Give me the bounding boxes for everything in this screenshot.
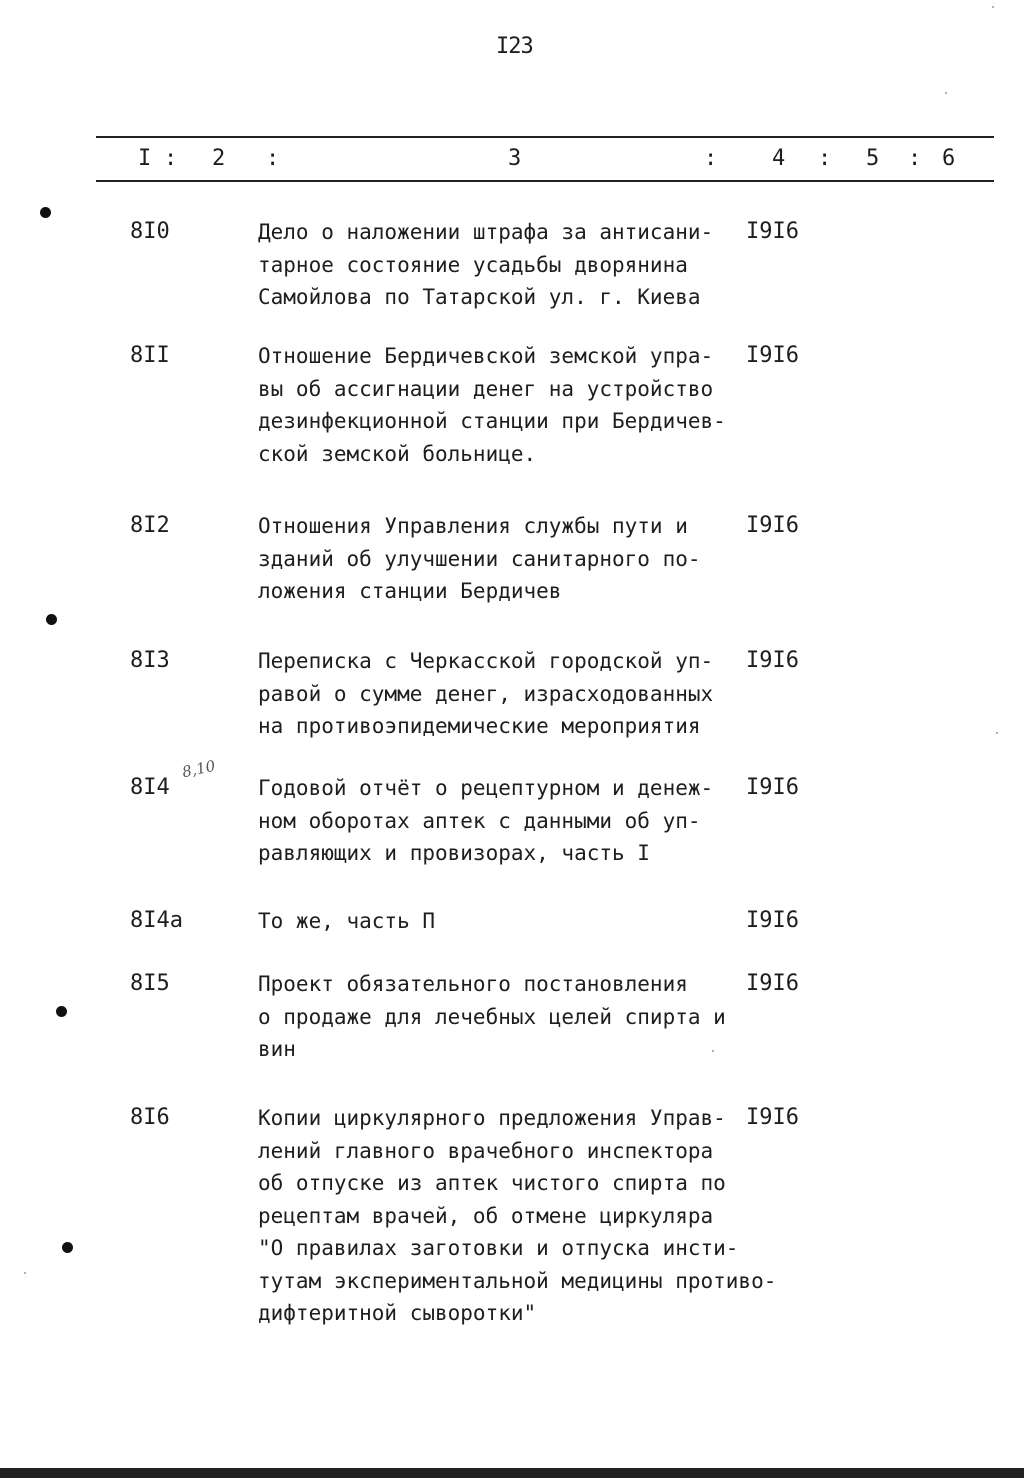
scan-speck	[996, 732, 998, 734]
description-line: лений главного врачебного инспектора	[258, 1138, 714, 1163]
entry-year: I9I6	[746, 908, 799, 933]
entry-number: 8I0	[130, 219, 170, 244]
description-line: Отношения Управления службы пути и	[258, 514, 688, 538]
description-line: рецептам врачей, об отмене циркуляра	[258, 1203, 714, 1228]
scan-speck	[945, 92, 947, 94]
description-line: об отпуске из аптек чистого спирта по	[258, 1171, 726, 1195]
description-line: о продаже для лечебных целей спирта и	[258, 1004, 726, 1029]
entry-year: I9I6	[746, 343, 799, 368]
column-separator: :	[908, 146, 922, 171]
scan-bottom-edge	[0, 1468, 1024, 1478]
description-line: дезинфекционной станции при Бердичев-	[258, 409, 726, 433]
description-line: "О правилах заготовки и отпуска инсти-	[258, 1236, 739, 1260]
entry-year: I9I6	[746, 775, 799, 800]
scan-speck	[24, 1272, 26, 1274]
entry-year: I9I6	[746, 219, 799, 244]
page-number: I23	[496, 34, 533, 59]
entry-number: 8I4	[130, 775, 170, 800]
entry-description	[258, 968, 738, 1066]
entry-year: I9I6	[746, 971, 799, 996]
entry-year: I9I6	[746, 1105, 799, 1130]
column-header-3: 3	[508, 146, 522, 171]
header-top-rule	[96, 136, 994, 138]
entry-description	[258, 216, 738, 314]
column-header-2: 2	[212, 146, 226, 171]
handwritten-note: 8,10	[180, 756, 217, 782]
description-line: ном оборотах аптек с данными об уп-	[258, 808, 701, 833]
description-line: на противоэпидемические мероприятия	[258, 714, 701, 738]
description-line: тутам экспериментальной медицины противо-	[258, 1268, 777, 1293]
description-line: Копии циркулярного предложения Управ-	[258, 1106, 726, 1130]
entry-description	[258, 772, 738, 870]
punch-hole	[56, 1006, 67, 1017]
description-line: То же, часть П	[258, 909, 436, 933]
entry-description	[258, 1102, 798, 1330]
entry-description	[258, 645, 738, 743]
entry-description	[258, 510, 738, 608]
entry-description	[258, 340, 738, 470]
description-line: тарное состояние усадьбы дворянина	[258, 252, 688, 277]
punch-hole	[46, 614, 57, 625]
description-line: вин	[258, 1037, 296, 1061]
scan-speck	[992, 6, 994, 8]
description-line: Проект обязательного постановления	[258, 972, 688, 996]
entry-year: I9I6	[746, 513, 799, 538]
entry-number: 8I4а	[130, 908, 183, 933]
description-line: равляющих и провизорах, часть I	[258, 841, 650, 865]
entry-number: 8I3	[130, 648, 170, 673]
description-line: ской земской больнице.	[258, 441, 537, 466]
header-bottom-rule	[96, 180, 994, 182]
entry-description	[258, 905, 738, 938]
punch-hole	[40, 207, 51, 218]
description-line: дифтеритной сыворотки"	[258, 1301, 537, 1325]
description-line: Отношение Бердичевской земской упра-	[258, 344, 714, 368]
punch-hole	[62, 1242, 73, 1253]
description-line: равой о сумме денег, израсходованных	[258, 681, 714, 706]
description-line: Годовой отчёт о рецептурном и денеж-	[258, 776, 714, 800]
description-line: ложения станции Бердичев	[258, 579, 562, 603]
column-header-5: 5	[866, 146, 880, 171]
entry-number: 8I2	[130, 513, 170, 538]
description-line: зданий об улучшении санитарного по-	[258, 546, 701, 571]
column-separator: :	[164, 146, 178, 171]
column-header-6: 6	[942, 146, 956, 171]
entry-number: 8II	[130, 343, 170, 368]
entry-year: I9I6	[746, 648, 799, 673]
description-line: вы об ассигнации денег на устройство	[258, 376, 714, 401]
entry-number: 8I6	[130, 1105, 170, 1130]
description-line: Дело о наложении штрафа за антисани-	[258, 220, 714, 244]
description-line: Самойлова по Татарской ул. г. Киева	[258, 285, 701, 309]
scan-speck	[712, 1050, 714, 1052]
column-separator: :	[818, 146, 832, 171]
entry-number: 8I5	[130, 971, 170, 996]
column-separator: :	[266, 146, 280, 171]
column-header-4: 4	[772, 146, 786, 171]
column-separator: :	[704, 146, 718, 171]
description-line: Переписка с Черкасской городской уп-	[258, 649, 714, 673]
column-header-1: I	[138, 146, 152, 171]
